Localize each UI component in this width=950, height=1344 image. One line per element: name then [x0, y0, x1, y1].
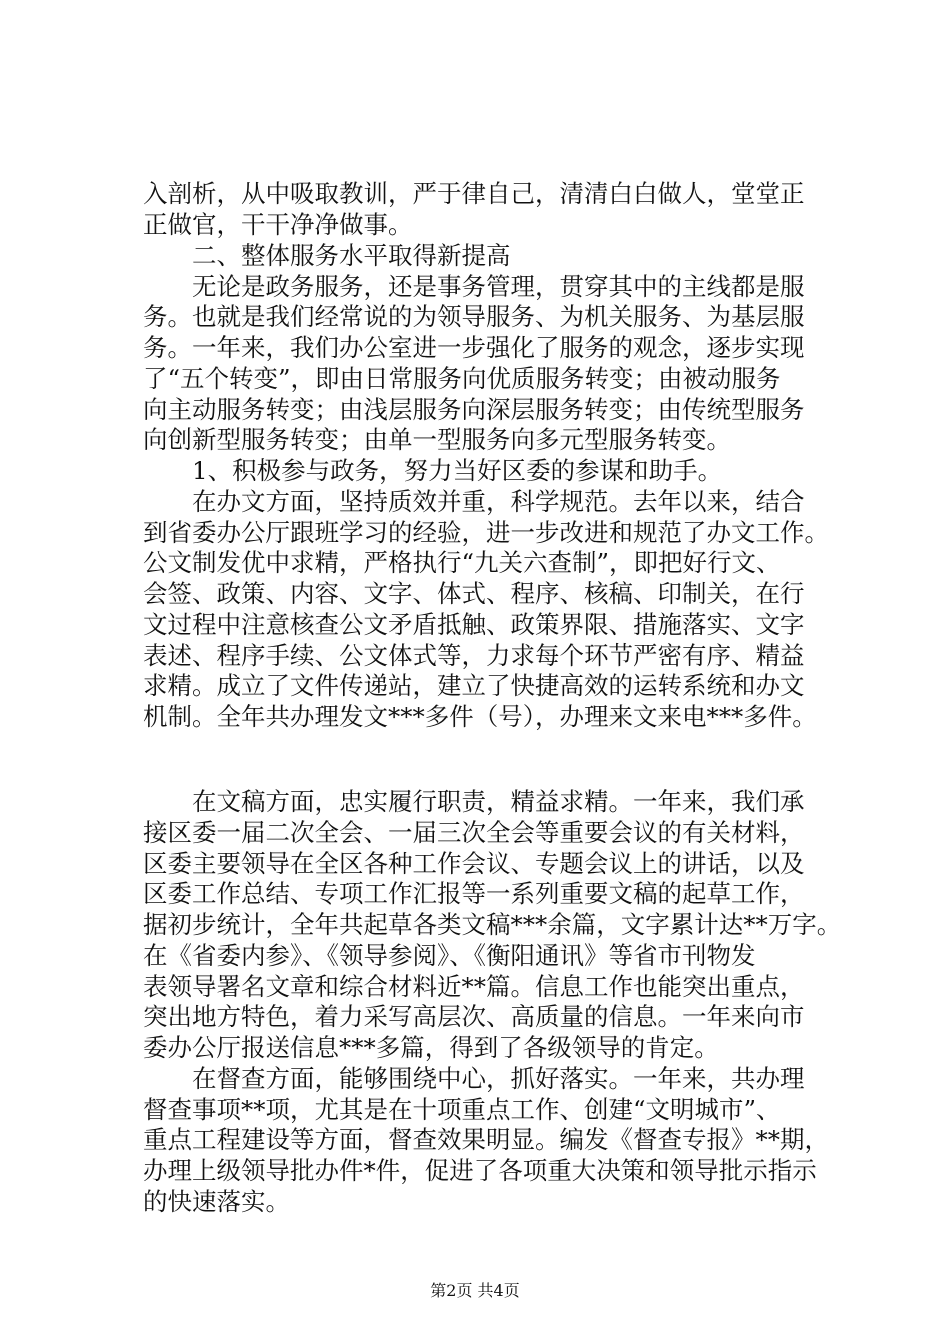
body-line: 机制。全年共办理发文***多件（号），办理来文来电***多件。: [143, 702, 817, 731]
body-line: 在文稿方面，忠实履行职责，精益求精。一年来，我们承: [143, 787, 805, 816]
body-line: 据初步统计，全年共起草各类文稿***余篇，文字累计达**万字。: [143, 910, 842, 939]
body-line: 务。一年来，我们办公室进一步强化了服务的观念，逐步实现: [143, 333, 805, 362]
page-footer: 第2页 共4页: [430, 1281, 520, 1300]
body-line: 办理上级领导批办件*件，促进了各项重大决策和领导批示指示: [143, 1156, 817, 1185]
body-line: 正做官，干干净净做事。: [143, 210, 413, 239]
body-line: 文过程中注意核查公文矛盾抵触、政策界限、措施落实、文字: [143, 610, 805, 639]
body-line: 区委工作总结、专项工作汇报等一系列重要文稿的起草工作，: [143, 879, 805, 908]
body-line: 会签、政策、内容、文字、体式、程序、核稿、印制关，在行: [143, 579, 805, 608]
body-line: 务。也就是我们经常说的为领导服务、为机关服务、为基层服: [143, 302, 805, 331]
body-line: 委办公厅报送信息***多篇，得到了各级领导的肯定。: [143, 1033, 719, 1062]
body-line: 接区委一届二次全会、一届三次全会等重要会议的有关材料，: [143, 818, 805, 847]
body-line: 在《省委内参》、《领导参阅》、《衡阳通讯》等省市刊物发: [143, 941, 756, 970]
body-line: 表述、程序手续、公文体式等，力求每个环节严密有序、精益: [143, 641, 805, 670]
body-line: 督查事项**项，尤其是在十项重点工作、创建“文明城市”、: [143, 1095, 781, 1124]
body-line: 突出地方特色，着力采写高层次、高质量的信息。一年来向市: [143, 1002, 805, 1031]
body-line: 向主动服务转变；由浅层服务向深层服务转变；由传统型服务: [143, 395, 805, 424]
section-heading: 二、整体服务水平取得新提高: [143, 241, 511, 270]
body-line: 在办文方面，坚持质效并重，科学规范。去年以来，结合: [143, 487, 805, 516]
body-line: 入剖析，从中吸取教训，严于律自己，清清白白做人，堂堂正: [143, 179, 805, 208]
body-line: 无论是政务服务，还是事务管理，贯穿其中的主线都是服: [143, 272, 805, 301]
body-line: 求精。成立了文件传递站，建立了快捷高效的运转系统和办文: [143, 671, 805, 700]
body-line: 在督查方面，能够围绕中心，抓好落实。一年来，共办理: [143, 1064, 805, 1093]
subsection-heading: 1、积极参与政务，努力当好区委的参谋和助手。: [143, 456, 723, 485]
body-line: 的快速落实。: [143, 1187, 290, 1216]
body-line: 区委主要领导在全区各种工作会议、专题会议上的讲话，以及: [143, 849, 805, 878]
body-line: 表领导署名文章和综合材料近**篇。信息工作也能突出重点，: [143, 972, 805, 1001]
body-line: 重点工程建设等方面，督查效果明显。编发《督查专报》**期，: [143, 1125, 829, 1154]
body-line: 到省委办公厅跟班学习的经验，进一步改进和规范了办文工作。: [143, 518, 829, 547]
body-line: 向创新型服务转变；由单一型服务向多元型服务转变。: [143, 425, 731, 454]
body-line: 公文制发优中求精，严格执行“九关六查制”，即把好行文、: [143, 548, 781, 577]
body-line: 了“五个转变”，即由日常服务向优质服务转变；由被动服务: [143, 364, 781, 393]
